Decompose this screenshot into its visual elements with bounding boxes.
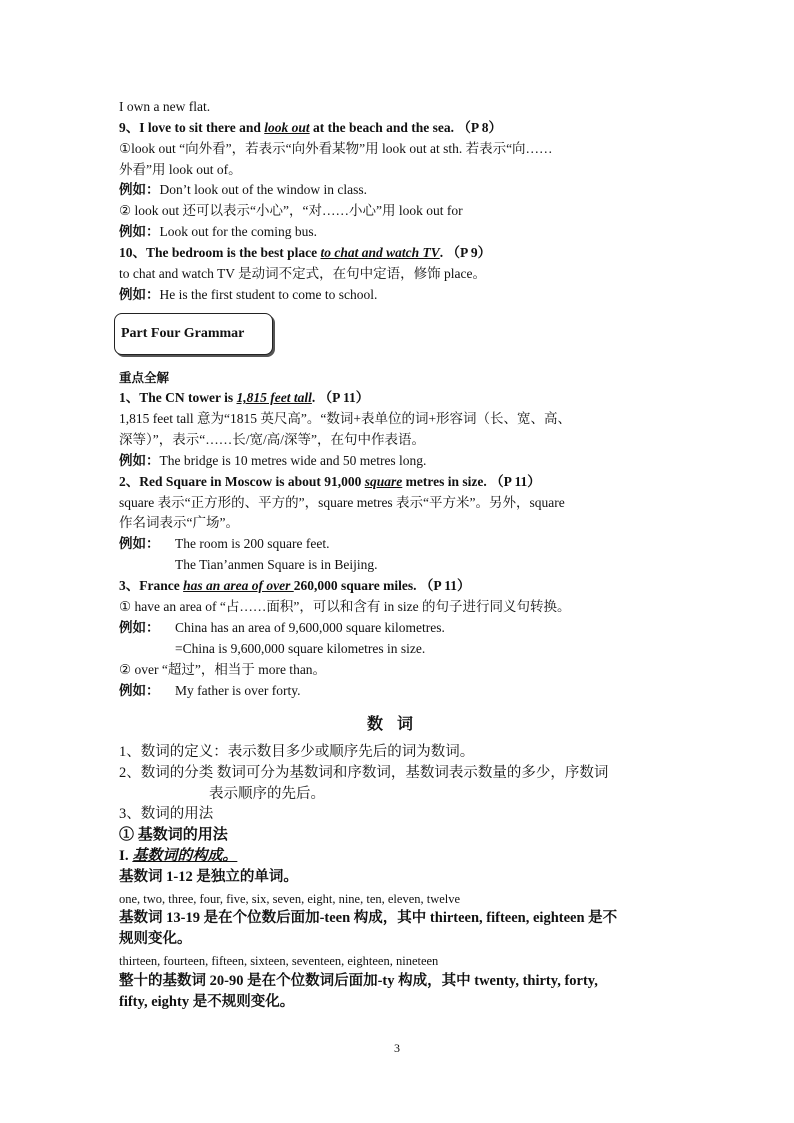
text-line: 深等）”，表示“……长/宽/高/深等”，在句中作表语。 <box>119 432 425 447</box>
text-run: 10、The bedroom is the best place <box>119 245 321 260</box>
word-list: thirteen, fourteen, fifteen, sixteen, seventeen, eighteen, nineteen <box>119 954 439 968</box>
example-label: 例如： <box>119 224 160 239</box>
rule-line: 基数词 1-12 是独立的单词。 <box>119 869 298 885</box>
rule-line: 整十的基数词 20-90 是在个位数词后面加-ty 构成，其中 twenty, thirty, forty, <box>119 973 598 989</box>
text-line: ① have an area of “占……面积”，可以和含有 in size 的句子进行同义句转换。 <box>119 599 571 614</box>
text-line: 表示顺序的先后。 <box>209 786 325 802</box>
example-line <box>119 223 317 241</box>
example-text: The bridge is 10 metres wide and 50 metres long. <box>159 453 427 468</box>
example-label: 例如： <box>119 536 160 551</box>
example-text: He is the first student to come to school. <box>159 287 378 302</box>
text-line: 外看”用 look out of。 <box>119 162 242 177</box>
example-line <box>119 619 445 637</box>
section-title: Part Four Grammar <box>121 326 245 341</box>
example-text: Look out for the coming bus. <box>159 224 317 239</box>
key-phrase: 1,815 feet tall <box>236 390 312 405</box>
rule-line: 基数词 13-19 是在个位数后面加-teen 构成，其中 thirteen, fifteen, eighteen 是不 <box>119 910 618 926</box>
example-label: 例如： <box>119 182 160 197</box>
text-run: 3、France <box>119 578 184 593</box>
rule-line: fifty, eighty 是不规则变化。 <box>119 994 295 1010</box>
text-run: 2、Red Square in Moscow is about 91,000 <box>119 474 365 489</box>
text-line: I own a new flat. <box>119 99 211 114</box>
text-run: I. <box>119 848 133 864</box>
example-line <box>119 682 300 700</box>
text-run: 9、I love to sit there and <box>119 120 265 135</box>
item-heading <box>119 389 369 407</box>
item-heading <box>119 119 502 137</box>
text-run: 1、The CN tower is <box>119 390 237 405</box>
item-heading <box>119 577 471 595</box>
section-heading: 数词 <box>366 716 427 733</box>
subheading: 重点全解 <box>119 371 170 385</box>
key-phrase: to chat and watch TV <box>320 245 440 260</box>
example-line <box>119 535 329 553</box>
rule-line: 规则变化。 <box>119 931 192 947</box>
example-line <box>119 286 377 304</box>
subheading: ① 基数词的用法 <box>119 827 228 843</box>
text-line: 1、数词的定义：表示数目多少或顺序先后的词为数词。 <box>119 744 475 760</box>
example-text: Don’t look out of the window in class. <box>159 182 367 197</box>
text-run: . （P 9） <box>439 245 492 260</box>
text-run: . （P 11） <box>311 390 370 405</box>
text-line: 1,815 feet tall 意为“1815 英尺高”。“数词+表单位的词+形容词（长、宽、高、 <box>119 411 572 426</box>
example-text: My father is over forty. <box>175 683 301 698</box>
example-text: China has an area of 9,600,000 square kilometres. <box>175 620 445 635</box>
text-line: ①look out “向外看”，若表示“向外看某物”用 look out at sth. 若表示“向…… <box>119 141 553 156</box>
text-line: 2、数词的分类 数词可分为基数词和序数词，基数词表示数量的多少，序数词 <box>119 765 609 781</box>
example-text: =China is 9,600,000 square kilometres in size. <box>175 641 426 656</box>
key-phrase: has an area of over <box>183 578 294 593</box>
key-phrase: square <box>364 474 403 489</box>
page-number: 3 <box>394 1041 400 1055</box>
text-line: ② look out 还可以表示“小心”，“对……小心”用 look out for <box>119 203 463 218</box>
example-line <box>119 181 367 199</box>
example-label: 例如： <box>119 620 160 635</box>
example-text: The room is 200 square feet. <box>175 536 330 551</box>
key-phrase: look out <box>264 120 310 135</box>
text-line: square 表示“正方形的、平方的”，square metres 表示“平方米”。另外，square <box>119 495 565 510</box>
subheading <box>119 847 237 865</box>
text-line: 作名词表示“广场”。 <box>119 515 239 530</box>
text-run: 260,000 square miles. （P 11） <box>293 578 471 593</box>
item-heading <box>119 473 541 491</box>
example-text: The Tian’anmen Square is in Beijing. <box>175 557 378 572</box>
example-line <box>119 452 426 470</box>
section-box <box>114 313 273 355</box>
text-run: metres in size. （P 11） <box>402 474 541 489</box>
word-list: one, two, three, four, five, six, seven, eight, nine, ten, eleven, twelve <box>119 892 461 906</box>
text-run: at the beach and the sea. （P 8） <box>309 120 503 135</box>
example-label: 例如： <box>119 683 160 698</box>
example-label: 例如： <box>119 453 160 468</box>
item-heading <box>119 244 491 262</box>
text-line: ② over “超过”，相当于 more than。 <box>119 662 327 677</box>
key-phrase: 基数词的构成。 <box>132 848 238 864</box>
text-line: to chat and watch TV 是动词不定式，在句中定语，修饰 place。 <box>119 266 486 281</box>
text-line: 3、数词的用法 <box>119 806 214 822</box>
example-label: 例如： <box>119 287 160 302</box>
